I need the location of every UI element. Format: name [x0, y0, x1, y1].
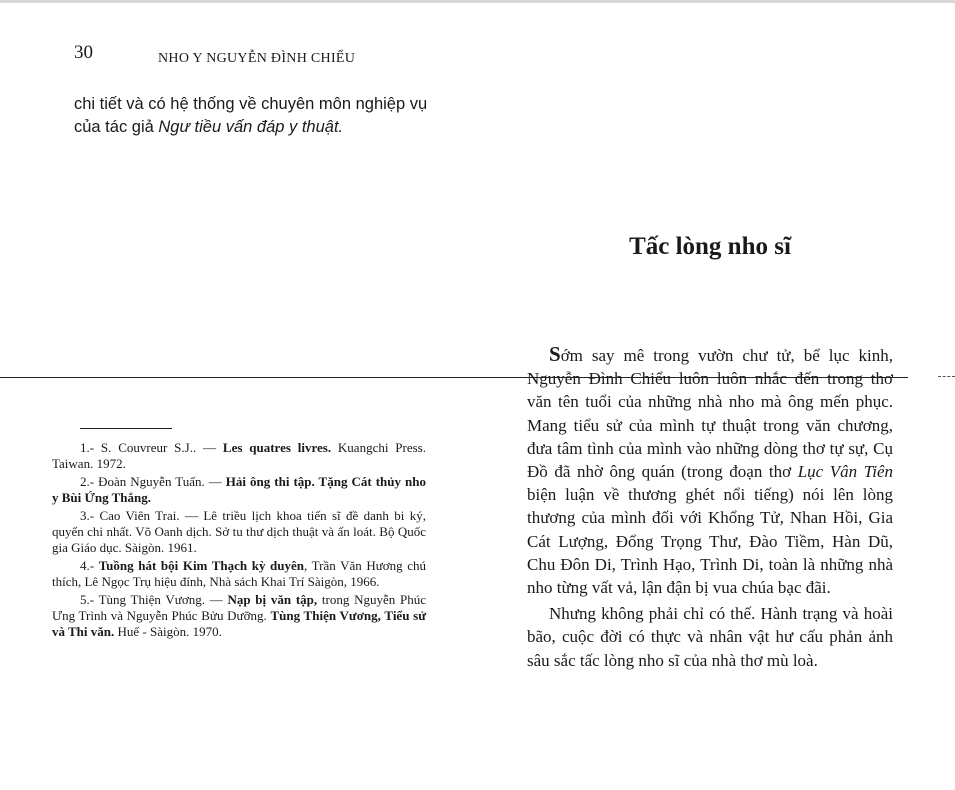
paragraph-1	[527, 343, 893, 599]
footnote-number: 3.-	[80, 508, 95, 524]
footnote-rest: Kuangchi Press. Taiwan. 1972.	[52, 440, 426, 471]
footnote-1	[52, 440, 426, 471]
footnote-author: Tùng Thiện Vương. —	[94, 592, 228, 608]
footnote-number: 2.-	[80, 474, 95, 490]
footnote-rest: Lê triều lịch khoa tiến sĩ đề danh bi ký, quyển chi nhất. Võ Oanh dịch. Sở tu thư dịch thuật và ấn loát. Bộ Quốc gia Giáo dục. Sàigòn. 1961.	[52, 508, 427, 555]
footnote-title: Hải ông thi tập. Tặng Cát thủy nho y Bùi Ứng Thắng.	[52, 474, 426, 505]
footnote-rest: trong Nguyễn Phúc Ưng Trình và Nguyễn Phúc Bửu Dưỡng.	[52, 592, 426, 623]
scan-top-edge	[0, 0, 955, 3]
footnote-rest: , Trần Văn Hương chú thích, Lê Ngọc Trụ hiệu đính, Nhà sách Khai Trí Sàigòn, 1966.	[52, 558, 427, 589]
footnote-number: 5.-	[80, 592, 95, 608]
paragraph-2: Nhưng không phải chỉ có thế. Hành trạng và hoài bão, cuộc đời có thực và nhân vật hư cấu phản ảnh sâu sắc tấc lòng nho sĩ của nhà thơ mù loà.	[527, 604, 893, 670]
footnote-author: Cao Viên Trai. —	[94, 508, 204, 524]
continued-paragraph	[74, 93, 446, 139]
scan-artifact-line	[0, 377, 908, 378]
footnote-number: 4.-	[80, 558, 95, 574]
scan-artifact-dash	[938, 376, 955, 377]
footnote-author: S. Couvreur S.J.. —	[94, 440, 223, 455]
footnote-rule	[80, 428, 172, 429]
continued-text: chi tiết và có hệ thống về chuyên môn nghiệp vụ của tác giả	[74, 95, 428, 136]
footnote-2	[52, 474, 426, 505]
footnote-title: Tuồng hát bội Kim Thạch kỳ duyên	[98, 558, 305, 574]
paragraph-1-text-b: biện luận về thương ghét nổi tiếng) nói lên lòng thương của mình đối với Khổng Tử, Nhan Hồi, Gia Cát Lượng, Đổng Trọng Thư, Đào Tiềm, Hàn Dũ, Chu Đôn Di, Trình Hạo, Trình Di, toàn là những nhà nho từng vất vả, lận đận bị vua chúa bạc đãi.	[527, 485, 893, 598]
footnote-title: Les quatres livres.	[222, 440, 332, 455]
footnotes	[52, 440, 426, 642]
page-number: 30	[74, 42, 93, 63]
chapter-title: Tấc lòng nho sĩ	[629, 233, 791, 260]
footnote-author: Đoàn Nguyễn Tuấn. —	[94, 474, 226, 490]
footnote-number: 1.-	[80, 440, 95, 455]
footnote-title: Nạp bị văn tập,	[227, 592, 318, 608]
work-title-italic: Lục Vân Tiên	[797, 462, 893, 482]
paragraph-1-text-a: ớm say mê trong vườn chư tử, bể lục kinh, Nguyễn Đình Chiểu luôn luôn nhắc đến trong thơ văn tên tuổi của những nhà nho mà ông mến phục. Mang tiểu sử của mình tự thuật trong văn chương, đưa tâm tình của mình vào những dòng thơ tự sự, Cụ Đồ đã nhờ ông quán (trong đoạn thơ	[527, 346, 893, 482]
footnote-4	[52, 558, 426, 589]
right-page-body	[527, 343, 893, 675]
footnote-3	[52, 508, 426, 555]
left-page-body	[74, 93, 446, 139]
book-title-italic: Ngư tiều vấn đáp y thuật.	[158, 118, 344, 136]
footnote-5	[52, 592, 426, 639]
footnote-title-2: Tùng Thiện Vương, Tiểu sử và Thi văn.	[52, 607, 427, 639]
footnote-rest-2: Huế - Sàigòn. 1970.	[114, 623, 222, 639]
drop-cap: S	[549, 342, 561, 366]
running-head: NHO Y NGUYỄN ĐÌNH CHIỂU	[158, 51, 356, 66]
